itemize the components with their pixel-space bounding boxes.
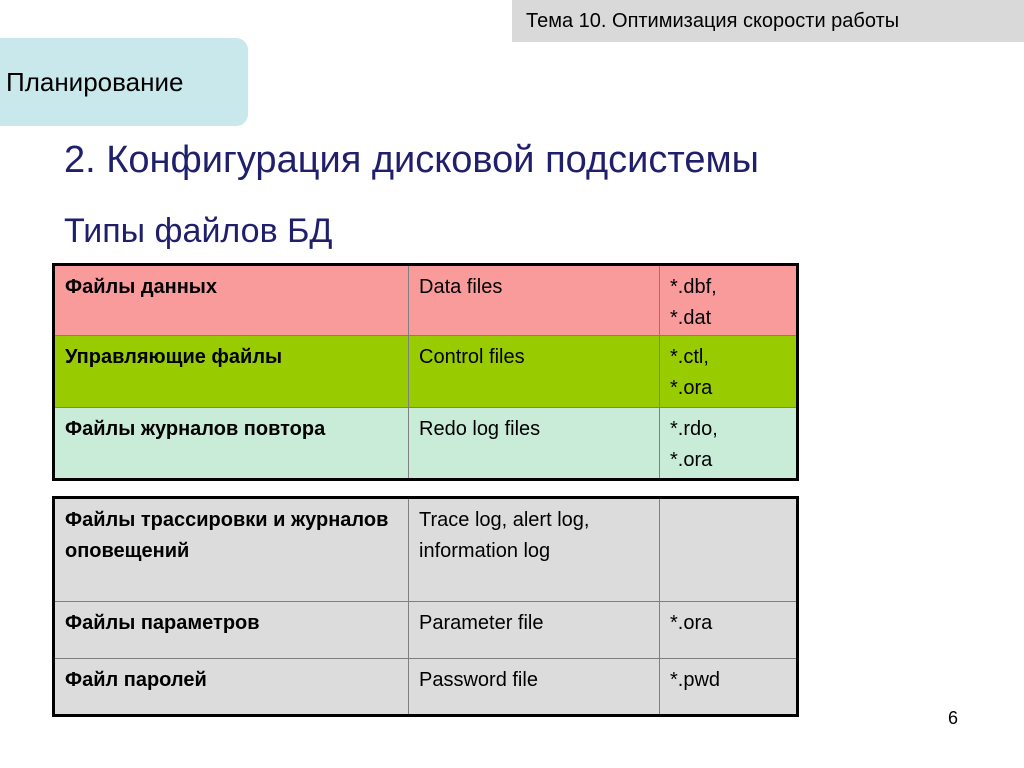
table-row bbox=[54, 336, 798, 408]
table-row bbox=[54, 498, 798, 602]
slide-subtitle: Типы файлов БД bbox=[64, 212, 333, 250]
file-extension bbox=[660, 498, 798, 602]
file-type-ru: Файлы параметров bbox=[54, 602, 409, 659]
file-extension: *.pwd bbox=[660, 659, 798, 716]
section-tag: Планирование bbox=[0, 38, 248, 126]
file-types-table-primary bbox=[52, 263, 799, 481]
file-extension: *.rdo, *.ora bbox=[660, 408, 798, 480]
file-extension: *.dbf, *.dat bbox=[660, 265, 798, 336]
file-type-en: Redo log files bbox=[409, 408, 660, 480]
file-type-ru: Файлы трассировки и журналов оповещений bbox=[54, 498, 409, 602]
file-type-ru: Файл паролей bbox=[54, 659, 409, 716]
slide-title: 2. Конфигурация дисковой подсистемы bbox=[64, 139, 759, 181]
file-type-en: Parameter file bbox=[409, 602, 660, 659]
file-types-table-secondary bbox=[52, 496, 799, 717]
file-type-en: Trace log, alert log, information log bbox=[409, 498, 660, 602]
file-type-ru: Файлы журналов повтора bbox=[54, 408, 409, 480]
page-number: 6 bbox=[948, 708, 959, 728]
file-type-en: Control files bbox=[409, 336, 660, 408]
file-type-ru: Файлы данных bbox=[54, 265, 409, 336]
topic-header: Тема 10. Оптимизация скорости работы bbox=[512, 0, 1024, 42]
file-type-en: Password file bbox=[409, 659, 660, 716]
file-type-en: Data files bbox=[409, 265, 660, 336]
table-row bbox=[54, 408, 798, 480]
table-row bbox=[54, 659, 798, 716]
file-extension: *.ora bbox=[660, 602, 798, 659]
file-extension: *.ctl, *.ora bbox=[660, 336, 798, 408]
file-type-ru: Управляющие файлы bbox=[54, 336, 409, 408]
table-row bbox=[54, 265, 798, 336]
table-row bbox=[54, 602, 798, 659]
